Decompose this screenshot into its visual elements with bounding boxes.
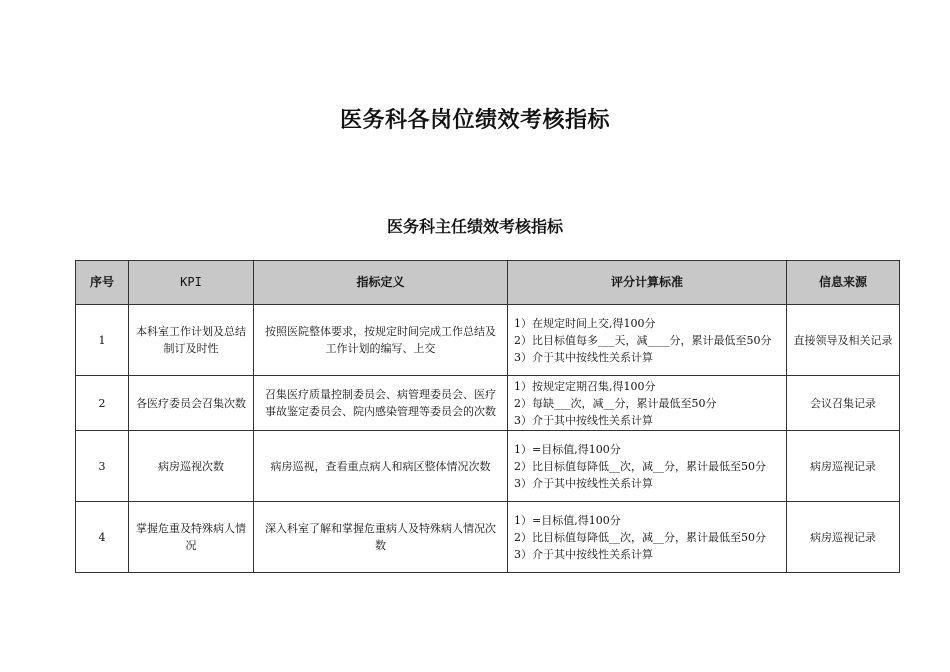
criteria-line: 2）比目标值每多___天，减____分，累计最低至50分 <box>514 333 772 347</box>
row-definition: 病房巡视，查看重点病人和病区整体情况次数 <box>254 431 508 502</box>
row-source: 病房巡视记录 <box>787 502 900 573</box>
row-kpi: 本科室工作计划及总结制订及时性 <box>129 305 254 376</box>
row-source: 会议召集记录 <box>787 376 900 431</box>
table-row <box>76 305 900 376</box>
criteria-line: 3）介于其中按线性关系计算 <box>514 350 653 364</box>
header-no: 序号 <box>76 261 129 305</box>
row-source: 直接领导及相关记录 <box>787 305 900 376</box>
row-kpi: 病房巡视次数 <box>129 431 254 502</box>
row-no: 2 <box>76 376 129 431</box>
criteria-line: 1）在规定时间上交,得100分 <box>514 316 656 330</box>
criteria-line: 2）每缺___次，减__分，累计最低至50分 <box>514 396 717 410</box>
header-source: 信息来源 <box>787 261 900 305</box>
row-criteria <box>508 502 787 573</box>
section-title: 医务科主任绩效考核指标 <box>386 217 563 236</box>
row-definition: 按照医院整体要求，按规定时间完成工作总结及工作计划的编写、上交 <box>254 305 508 376</box>
header-kpi: KPI <box>129 261 254 305</box>
row-criteria <box>508 305 787 376</box>
header-definition: 指标定义 <box>254 261 508 305</box>
kpi-table <box>75 260 900 573</box>
table-row <box>76 502 900 573</box>
row-no: 4 <box>76 502 129 573</box>
row-definition: 召集医疗质量控制委员会、病管理委员会、医疗事故鉴定委员会、院内感染管理等委员会的次数 <box>254 376 508 431</box>
row-criteria <box>508 431 787 502</box>
row-kpi: 掌握危重及特殊病人情况 <box>129 502 254 573</box>
table-header-row <box>76 261 900 305</box>
page-title: 医务科各岗位绩效考核指标 <box>339 108 610 133</box>
row-criteria <box>508 376 787 431</box>
criteria-line: 1）=目标值,得100分 <box>514 513 621 527</box>
row-kpi: 各医疗委员会召集次数 <box>129 376 254 431</box>
header-criteria: 评分计算标准 <box>508 261 787 305</box>
row-no: 1 <box>76 305 129 376</box>
criteria-line: 2）比目标值每降低__次，减__分，累计最低至50分 <box>514 459 766 473</box>
table-row <box>76 376 900 431</box>
criteria-line: 3）介于其中按线性关系计算 <box>514 547 653 561</box>
row-source: 病房巡视记录 <box>787 431 900 502</box>
criteria-line: 1）=目标值,得100分 <box>514 442 621 456</box>
criteria-line: 3）介于其中按线性关系计算 <box>514 476 653 490</box>
row-no: 3 <box>76 431 129 502</box>
criteria-line: 2）比目标值每降低__次，减__分，累计最低至50分 <box>514 530 766 544</box>
row-definition: 深入科室了解和掌握危重病人及特殊病人情况次数 <box>254 502 508 573</box>
criteria-line: 3）介于其中按线性关系计算 <box>514 413 653 427</box>
criteria-line: 1）按规定定期召集,得100分 <box>514 379 656 393</box>
table-row <box>76 431 900 502</box>
